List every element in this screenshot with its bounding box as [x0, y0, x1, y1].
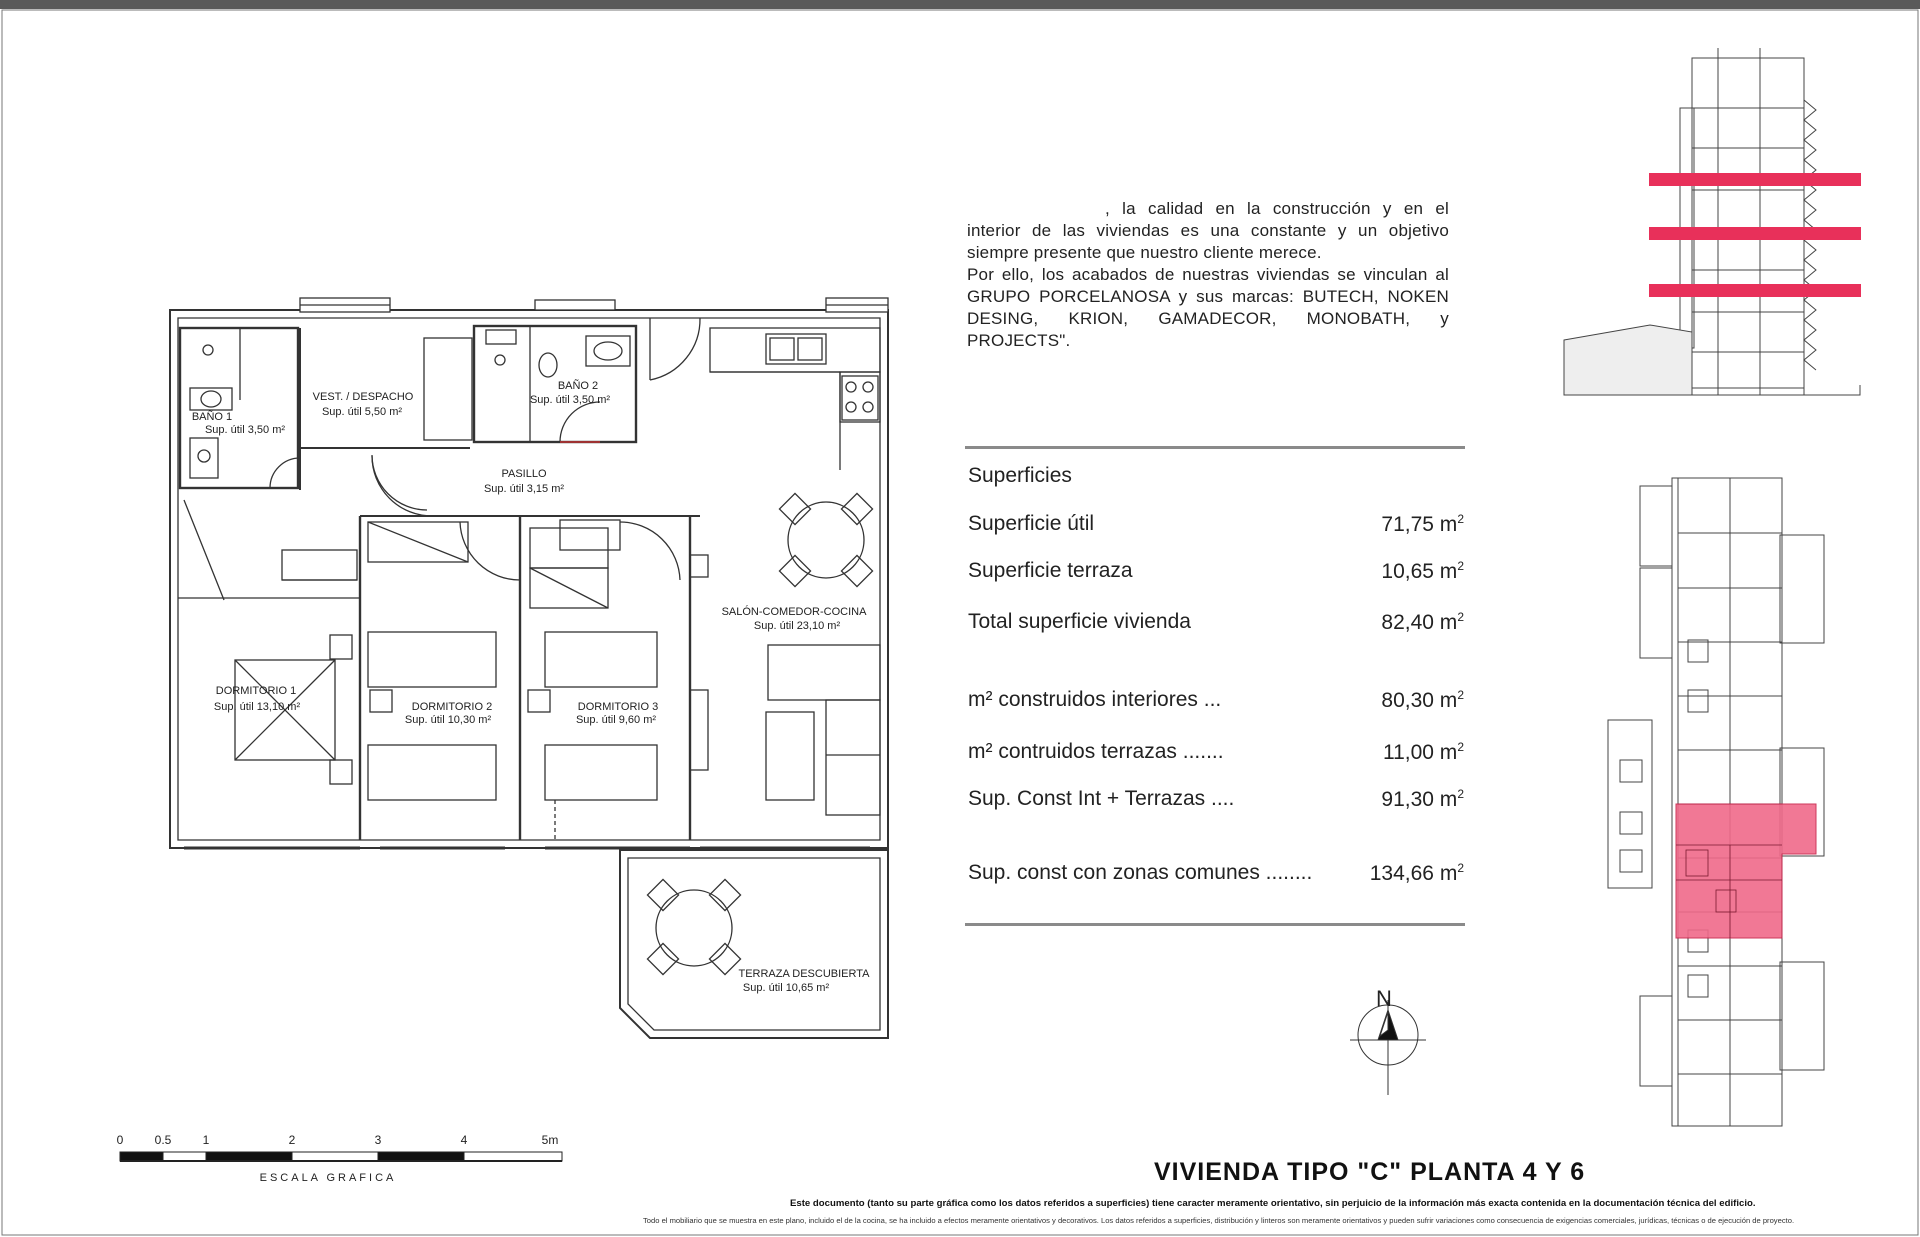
room-area: Sup. útil 3,50 m² [204, 424, 286, 436]
room-name: BAÑO 2 [557, 380, 599, 392]
area-value: 80,30 $m^2$ [1381, 688, 1464, 712]
area-row [968, 787, 1464, 815]
intro-paragraph: Por ello, los acabados de nuestras viviendas se vinculan al GRUPO PORCELANOSA y sus marcas: BUTECH, NOKEN DESING, KRION, GAMADECOR, MONOBATH, y PROJECTS". [967, 265, 1449, 350]
area-label: Superficie útil [968, 512, 1095, 535]
room-area: Sup. útil 13,10 m² [213, 701, 301, 713]
floor-highlight [1649, 173, 1861, 186]
room-name: TERRAZA DESCUBIERTA [738, 968, 870, 980]
page-frame [2, 10, 1918, 1235]
north-label: N [1376, 986, 1392, 1011]
intro-text-block [967, 198, 1449, 352]
room-name: DORMITORIO 1 [215, 685, 297, 697]
area-value: 82,40 $m^2$ [1381, 610, 1464, 634]
area-row [968, 688, 1464, 716]
floor-highlight-bars [1649, 173, 1861, 297]
room-area: Sup. útil 23,10 m² [753, 620, 841, 632]
area-label: Superficie terraza [968, 559, 1133, 582]
area-label: Sup. const con zonas comunes ........ [968, 861, 1313, 884]
room-name: DORMITORIO 2 [411, 701, 493, 713]
room-area: Sup. útil 9,60 m² [575, 714, 657, 726]
key-plan [1608, 478, 1824, 1126]
area-label: Total superficie vivienda [968, 610, 1191, 633]
unit-highlight [1676, 804, 1816, 938]
area-row [968, 861, 1464, 889]
scale-tick: 1 [202, 1133, 210, 1147]
intro-paragraph: , la calidad en la construcción y en el interior de las viviendas es una constante y un objetivo siempre presente que nuestro cliente merece. [967, 199, 1449, 262]
area-row [968, 610, 1464, 638]
disclaimer-text: Este documento (tanto su parte gráfica como los datos referidos a superficies) tiene caracter meramente orientativo, sin perjuicio de la información más exacta contenida en la documentación técnica del edificio. [790, 1198, 1756, 1209]
area-value: 11,00 $m^2$ [1382, 740, 1464, 764]
scale-tick: 0 [116, 1133, 124, 1147]
room-area: Sup. útil 3,15 m² [483, 483, 565, 495]
floor-highlight [1649, 227, 1861, 240]
table-top-rule [965, 446, 1465, 449]
room-area: Sup. útil 10,30 m² [404, 714, 492, 726]
apartment-plan [170, 298, 888, 1038]
floor-highlight [1649, 284, 1861, 297]
area-value: 91,30 $m^2$ [1381, 787, 1464, 811]
room-name: DORMITORIO 3 [577, 701, 659, 713]
room-name: PASILLO [501, 468, 547, 480]
scale-caption: ESCALA GRAFICA [259, 1172, 397, 1184]
area-label: m² contruidos terrazas ....... [968, 740, 1224, 763]
area-row [968, 559, 1464, 587]
room-name: SALÓN-COMEDOR-COCINA [721, 606, 867, 618]
room-area: Sup. útil 3,50 m² [529, 394, 611, 406]
area-row [968, 740, 1464, 768]
scale-bar [120, 1152, 562, 1161]
area-label: Sup. Const Int + Terrazas .... [968, 787, 1235, 810]
building-section-elevation [1564, 48, 1860, 395]
room-name: BAÑO 1 [191, 411, 233, 423]
scale-tick: 0.5 [154, 1133, 172, 1147]
area-label: m² construidos interiores ... [968, 688, 1222, 711]
areas-title: Superficies [968, 464, 1072, 487]
room-name: VEST. / DESPACHO [312, 391, 414, 403]
scale-tick: 3 [374, 1133, 382, 1147]
area-row [968, 512, 1464, 540]
area-value: 134,66 $m^2$ [1369, 861, 1464, 885]
scale-tick: 5m [541, 1133, 559, 1147]
room-area: Sup. útil 5,50 m² [321, 406, 403, 418]
scale-tick: 4 [460, 1133, 468, 1147]
north-arrow [1350, 1000, 1426, 1095]
area-value: 10,65 $m^2$ [1381, 559, 1464, 583]
table-bottom-rule [965, 923, 1465, 926]
room-area: Sup. útil 10,65 m² [742, 982, 830, 994]
area-value: 71,75 $m^2$ [1381, 512, 1464, 536]
highlighted-unit [1676, 804, 1816, 938]
scale-tick: 2 [288, 1133, 296, 1147]
footnote-text: Todo el mobiliario que se muestra en este plano, incluido el de la cocina, se ha incluido a efectos meramente orientativos y decorativos. Los datos referidos a superficies, distribución y linteros son meramente orientativos y pueden sufrir variaciones como consecuencia de exigencias comerciales, jurídicas, técnicas o de ejecución de proyecto. [643, 1216, 1795, 1225]
document-title: VIVIENDA TIPO "C" PLANTA 4 Y 6 [1154, 1158, 1586, 1186]
